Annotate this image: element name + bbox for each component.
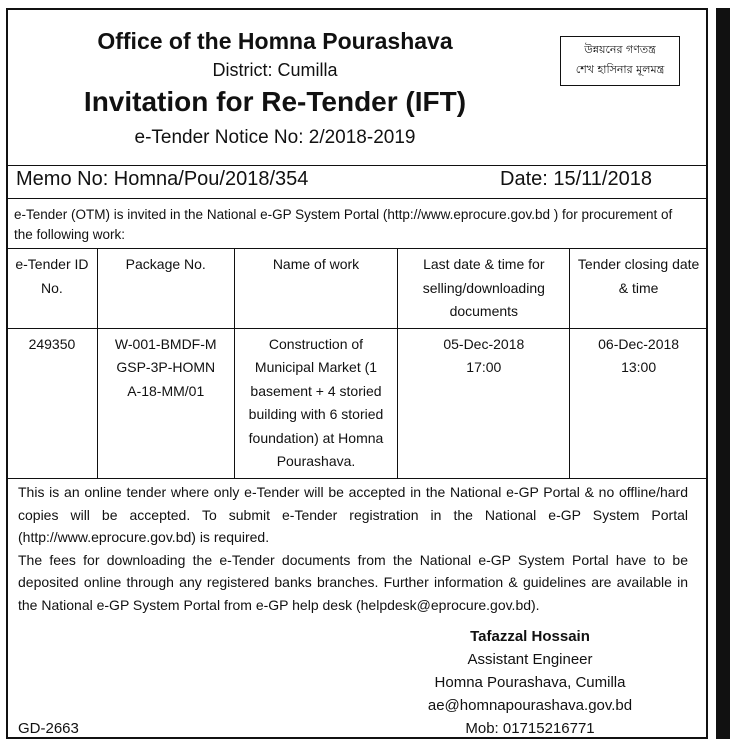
tender-table: [6, 248, 708, 479]
notice-number: e-Tender Notice No: 2/2018-2019: [134, 127, 416, 148]
cell-work: Construction of Municipal Market (1 basement + 4 storied building with 6 storied foundation) at Homna Pourashava.: [234, 328, 398, 478]
memo-date: Date: 15/11/2018: [500, 168, 652, 190]
signatory-mobile: Mob: 01715216771: [465, 720, 595, 737]
header-closing: Tender closing date & time: [570, 249, 708, 329]
signatory-designation: Assistant Engineer: [467, 651, 593, 668]
district-line: District: Cumilla: [212, 60, 338, 80]
cell-last-date: [398, 328, 570, 478]
cell-closing: [570, 328, 708, 478]
signatory-name: Tafazzal Hossain: [470, 628, 590, 645]
header-id: e-Tender ID No.: [7, 249, 98, 329]
table-row: [7, 328, 708, 478]
last-time: 17:00: [466, 359, 502, 375]
slogan-line-2: শেখ হাসিনার মূলমন্ত্র: [575, 63, 665, 76]
tender-title: Invitation for Re-Tender (IFT): [83, 86, 467, 117]
signatory-office: Homna Pourashava, Cumilla: [434, 674, 626, 691]
cell-id: 249350: [7, 328, 98, 478]
invitation-text: e-Tender (OTM) is invited in the National e-GP System Portal (http://www.eprocure.gov.bd ) for procurement of the following work:: [14, 207, 673, 242]
header-package: Package No.: [97, 249, 234, 329]
cell-package: W-001-BMDF-MGSP-3P-HOMNA-18-MM/01: [97, 328, 234, 478]
header-last-date: Last date & time for selling/downloading documents: [398, 249, 570, 329]
office-title: Office of the Homna Pourashava: [97, 28, 453, 54]
terms-text: [18, 481, 688, 617]
signatory-email: ae@homnapourashava.gov.bd: [427, 697, 633, 714]
gd-number: GD-2663: [18, 720, 79, 737]
closing-time: 13:00: [621, 359, 657, 375]
header-work: Name of work: [234, 249, 398, 329]
closing-date: 06-Dec-2018: [598, 335, 680, 352]
memo-number: Memo No: Homna/Pou/2018/354: [16, 168, 309, 190]
slogan-line-1: উন্নয়নের গণতন্ত্র: [584, 43, 656, 56]
table-header-row: [7, 249, 708, 329]
terms-paragraph-1: This is an online tender where only e-Tender will be accepted in the National e-GP Portal & no offline/hard copies will be accepted. To submit e-Tender registration in the National e-GP System Portal (http://www.eprocure.gov.bd) is required.: [18, 484, 688, 546]
last-date: 05-Dec-2018: [443, 335, 525, 352]
terms-paragraph-2: The fees for downloading the e-Tender documents from the National e-GP System Portal have to be deposited online through any registered banks branches. Further information & guidelines are available in the National e-GP System Portal from e-GP help desk (helpdesk@eprocure.gov.bd).: [18, 551, 688, 613]
slogan-box: [560, 36, 680, 86]
